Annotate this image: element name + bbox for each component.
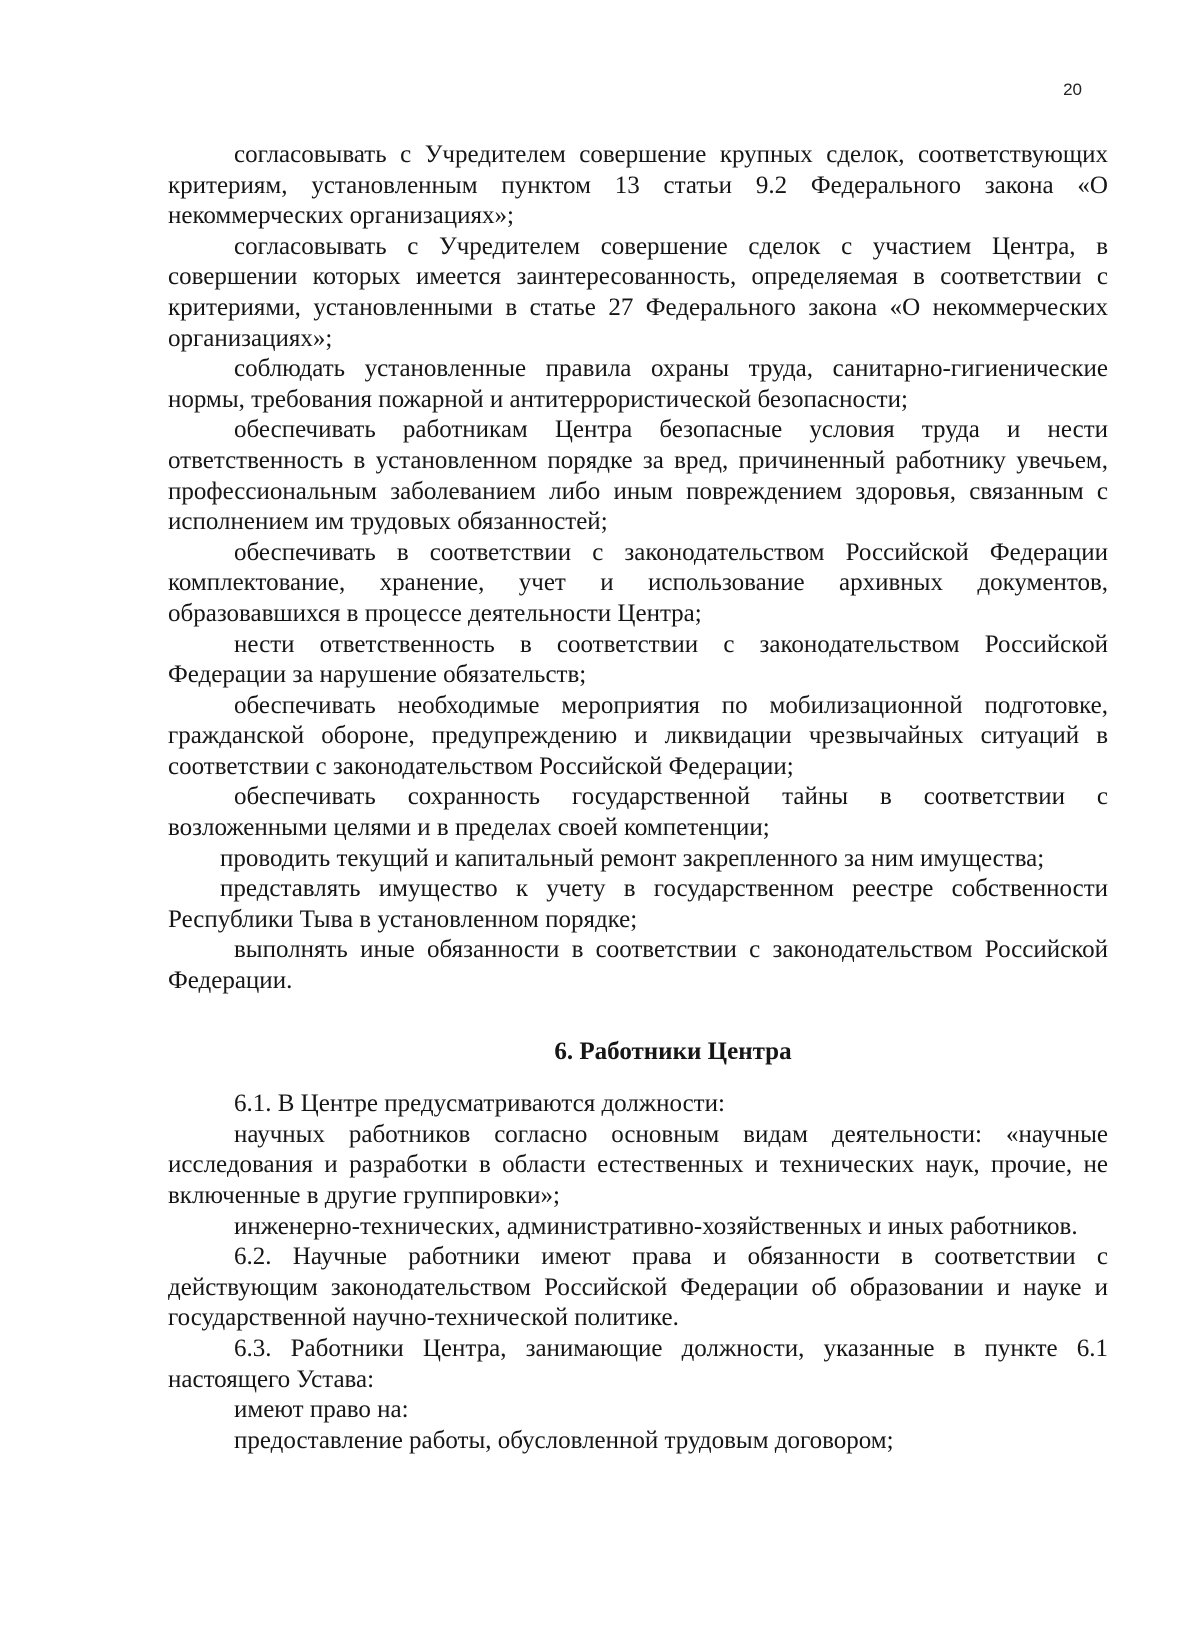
paragraph: имеют право на: — [234, 1396, 409, 1424]
paragraph: 6.3. Работники Центра, занимающие должности, указанные в пункте 6.1 настоящего Устава: — [168, 1334, 1108, 1393]
paragraph: научных работников согласно основным видам деятельности: «научные исследования и разработки в области естественных и технических наук, прочие, не включенные в другие группировки»; — [168, 1120, 1108, 1209]
section-heading: 6. Работники Центра — [554, 1037, 792, 1065]
paragraph: обеспечивать в соответствии с законодательством Российской Федерации комплектование, хранение, учет и использование архивных документов, образовавшихся в процессе деятельности Центра; — [168, 538, 1108, 627]
paragraph: 6.2. Научные работники имеют права и обязанности в соответствии с действующим законодательством Российской Федерации об образовании и науке и государственной научно-технической политике. — [168, 1243, 1108, 1332]
paragraph: соблюдать установленные правила охраны труда, санитарно-гигиенические нормы, требования пожарной и антитеррористической безопасности; — [168, 355, 1108, 413]
paragraph: представлять имущество к учету в государственном реестре собственности Республики Тыва в установленном порядке; — [168, 875, 1108, 933]
paragraph: обеспечивать работникам Центра безопасные условия труда и нести ответственность в установленном порядке за вред, причиненный работнику увечьем, профессиональным заболеванием либо иным повреждением здоровья, связанным с исполнением им трудовых обязанностей; — [168, 416, 1108, 536]
paragraph: обеспечивать необходимые мероприятия по мобилизационной подготовке, гражданской обороне, предупреждению и ликвидации чрезвычайных ситуаций в соответствии с законодательством Российской Федерации; — [168, 691, 1108, 780]
paragraph: инженерно-технических, административно-хозяйственных и иных работников. — [234, 1212, 1078, 1240]
paragraph: согласовывать с Учредителем совершение крупных сделок, соответствующих критериям, установленным пунктом 13 статьи 9.2 Федерального закона «О некоммерческих организациях»; — [168, 141, 1108, 230]
paragraph: проводить текущий и капитальный ремонт закрепленного за ним имущества; — [220, 844, 1045, 872]
page-number: 20 — [1063, 80, 1082, 99]
paragraph: нести ответственность в соответствии с законодательством Российской Федерации за нарушение обязательств; — [168, 630, 1108, 689]
paragraph: согласовывать с Учредителем совершение сделок с участием Центра, в совершении которых имеется заинтересованность, определяемая в соответствии с критериями, установленными в статье 27 Федерального закона «О некоммерческих организациях»; — [168, 232, 1108, 352]
paragraph: 6.1. В Центре предусматриваются должности: — [234, 1090, 725, 1118]
paragraph: обеспечивать сохранность государственной тайны в соответствии с возложенными целями и в пределах своей компетенции; — [168, 783, 1108, 842]
paragraph: предоставление работы, обусловленной трудовым договором; — [234, 1426, 894, 1454]
document-body — [168, 140, 1108, 1456]
paragraph: выполнять иные обязанности в соответствии с законодательством Российской Федерации. — [168, 936, 1108, 995]
